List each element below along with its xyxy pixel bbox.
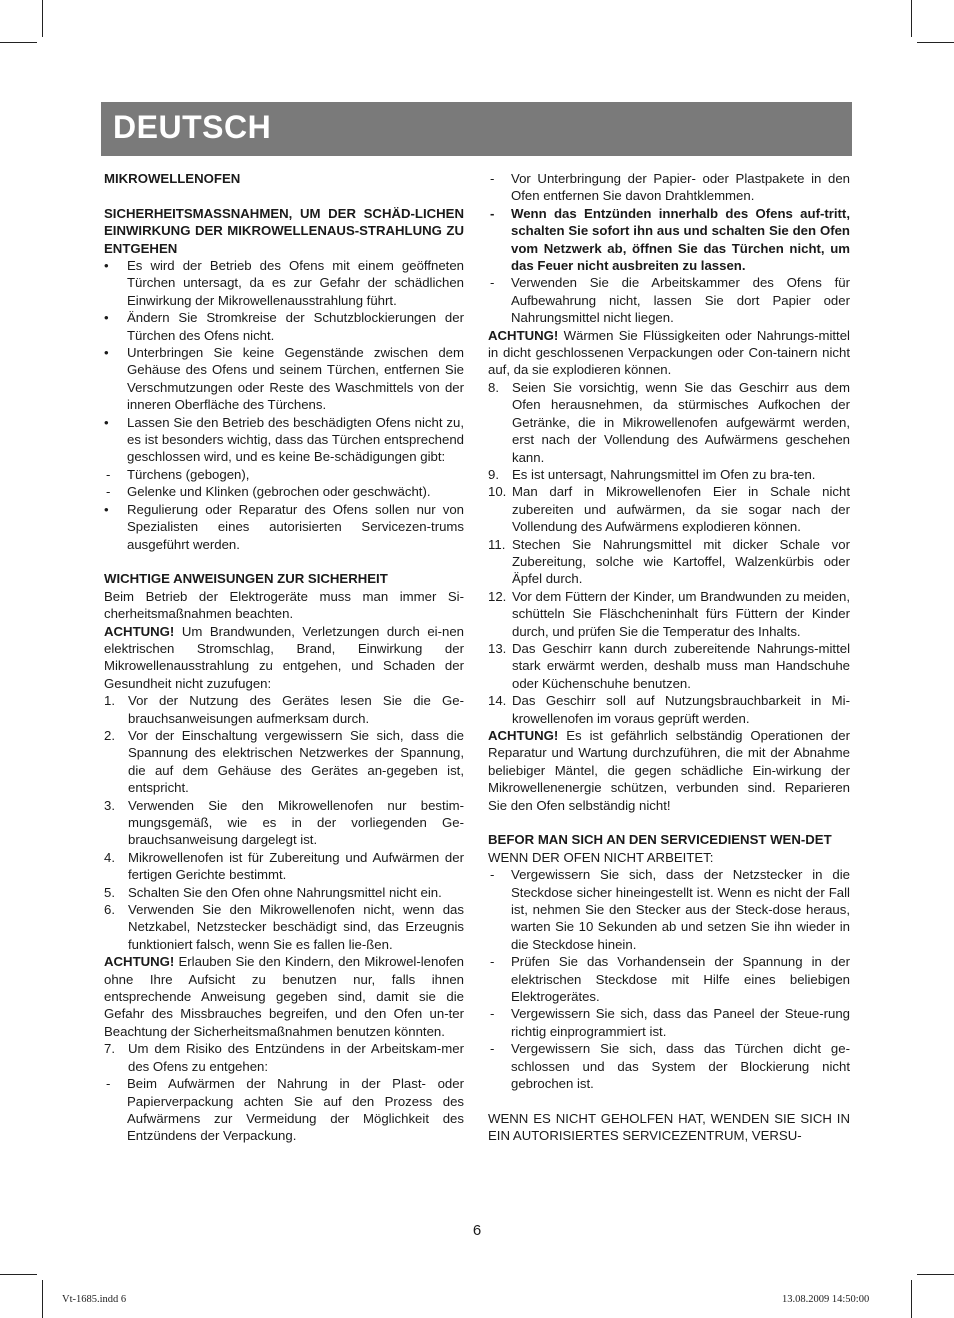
list-text: Gelenke und Klinken (gebrochen oder geschwächt).	[127, 484, 431, 500]
left-column	[104, 170, 464, 1145]
list-item: - Beim Aufwärmen der Nahrung in der Plast- oder Papierverpackung achten Sie auf den Prozess des Aufwärmens zur Vermeidung der Möglichkeit des Entzündens der Verpackung.	[106, 1076, 464, 1144]
list-text: Stechen Sie Nahrungsmittel mit dicker Schale vor Zubereitung, solche wie Kartoffel, Walzenkürbis oder Äpfel durch.	[512, 536, 850, 587]
safety-heading: SICHERHEITSMASSNAHMEN, UM DER SCHÄD-LICHEN EINWIRKUNG DER MIKROWELLENAUS-STRAHLUNG ZU ENTGEHEN	[104, 205, 464, 256]
list-text: Ändern Sie Stromkreise der Schutzblockierungen der Türchen des Ofens nicht.	[127, 310, 464, 343]
list-marker: -	[490, 1041, 495, 1057]
list-marker: -	[490, 954, 495, 970]
right-column	[488, 170, 850, 1145]
list-marker: 12.	[488, 588, 507, 604]
slug-timestamp: 13.08.2009 14:50:00	[782, 1294, 870, 1305]
list-marker: 5.	[104, 884, 115, 900]
warning-paragraph: ACHTUNG! Es ist gefährlich selbständig Operationen der Reparatur und Wartung durchzuführen, die mit der Abnahme beliebiger Mäntel, die gegen schädliche Ein-wirkung der Mikrowellenenergie schützen, verbunden sind. Reparieren Sie den Ofen selbständig nicht!	[488, 728, 850, 813]
list-marker: •	[104, 345, 109, 361]
warning-label: ACHTUNG!	[104, 954, 175, 970]
slug-filename: Vt-1685.indd 6	[62, 1294, 127, 1305]
crop-mark	[917, 42, 954, 43]
list-marker: -	[490, 867, 495, 883]
list-item	[104, 797, 464, 849]
list-text: Schalten Sie den Ofen ohne Nahrungsmittel nicht ein.	[128, 884, 442, 900]
list-text: Verwenden Sie den Mikrowellenofen nur bestim-mungsgemäß, wie es in der vorliegenden Ge-brauchsanweisung dargelegt ist.	[128, 797, 464, 848]
list-text: Regulierung oder Reparatur des Ofens sollen nur von Spezialisten eines autorisierten Servicezen-trums ausgeführt werden.	[127, 501, 464, 552]
section-title: MIKROWELLENOFEN	[104, 171, 241, 186]
list-marker: -	[490, 1006, 495, 1022]
service-heading: BEFOR MAN SICH AN DEN SERVICEDIENST WEN-DET	[488, 832, 832, 848]
crop-mark	[42, 1280, 43, 1318]
list-item	[488, 1005, 850, 1040]
list-text: Vor der Einschaltung vergewissern Sie sich, dass die Spannung des elektrischen Netzwerkes der Spannung, die auf dem Gehäuse des Gerätes an-gegeben ist, entspricht.	[128, 727, 464, 796]
list-item	[104, 884, 464, 901]
warning-paragraph: ACHTUNG! Wärmen Sie Flüssigkeiten oder Nahrungs-mittel in dicht geschlossenen Verpackungen oder Con-tainern nicht auf, da sie explodieren können.	[488, 327, 850, 378]
list-item	[488, 483, 850, 535]
page-number: 6	[472, 1222, 482, 1239]
numbered-list	[104, 692, 464, 953]
list-marker: 4.	[104, 849, 115, 865]
warning-label: ACHTUNG!	[488, 728, 559, 743]
list-marker: •	[104, 310, 109, 326]
list-item: - Wenn das Entzünden innerhalb des Ofens auf-tritt, schalten Sie sofort ihn aus und schalten Sie den Ofen vom Netzwerk ab, öffnen Sie das Türchen nicht, um das Feuer nicht ausbreiten zu lassen.	[490, 205, 850, 274]
list-text: Vor dem Füttern der Kinder, um Brandwunden zu meiden, schütteln Sie Fläschcheninhalt fürs Füttern der Kinder durch, und prüfen Sie die Temperatur des Inhalts.	[512, 588, 850, 639]
list-marker: 3.	[104, 797, 115, 813]
important-heading: WICHTIGE ANWEISUNGEN ZUR SICHERHEIT	[104, 571, 388, 587]
list-item: - Vor Unterbringung der Papier- oder Plastpakete in den Ofen entfernen Sie davon Drahtklemmen.	[490, 171, 850, 204]
list-item	[488, 1040, 850, 1092]
warning-label: ACHTUNG!	[488, 327, 559, 343]
list-text: Unterbringen Sie keine Gegenstände zwischen dem Gehäuse des Ofens und seinem Türchen, entfernen Sie Verschmutzungen oder Reste des Waschmittels von der inneren Oberfläche des Türchens.	[127, 345, 464, 413]
list-marker: •	[104, 501, 109, 517]
language-header-bar	[101, 102, 852, 156]
list-marker: 1.	[104, 693, 115, 709]
list-text: Vor der Nutzung des Gerätes lesen Sie die Ge-brauchsanweisungen aufmerksam durch.	[128, 693, 464, 726]
warning-paragraph: ACHTUNG! Um Brandwunden, Verletzungen durch ei-nen elektrischen Stromschlag, Brand, Einwirkung der Mikrowellenausstrahlung zu entgehen, und Schaden der Gesundheit nicht zuzufugen:	[104, 623, 464, 691]
list-marker: 11.	[488, 536, 506, 552]
warning-label: ACHTUNG!	[104, 623, 175, 639]
numbered-list	[488, 379, 850, 727]
crop-mark	[0, 42, 37, 43]
list-text: Man darf in Mikrowellenofen Eier in Schale nicht zubereiten und aufwärmen, da sie sogar nach der Vollendung des Aufwärmens explodieren können.	[512, 484, 850, 535]
safety-list	[104, 257, 464, 553]
service-list	[488, 866, 850, 1092]
list-item: - Verwenden Sie die Arbeitskammer des Ofens für Aufbewahrung nicht, lassen Sie dort Papier oder Nahrungsmittel nicht liegen.	[490, 275, 850, 326]
list-text: Das Geschirr kann durch zubereitende Nahrungs-mittel stark erwärmt werden, deshalb muss man Handschuhe oder Küchenschuhe benutzen.	[512, 640, 850, 691]
crop-mark	[42, 0, 43, 37]
list-text: Lassen Sie den Betrieb des beschädigten Ofens nicht zu, es ist besonders wichtig, dass das Türchen entsprechend geschlossen wird, und es keine Be-schädigungen gibt:	[127, 414, 464, 465]
intro-text: Beim Betrieb der Elektrogeräte muss man immer Si-cherheitsmaßnahmen beachten.	[104, 588, 464, 622]
list-item	[104, 727, 464, 797]
list-marker: 14.	[488, 693, 507, 709]
list-text: Vergewissern Sie sich, dass das Türchen dicht ge-schlossen und das System der Blockierung nicht gebrochen ist.	[511, 1041, 850, 1092]
list-item	[488, 588, 850, 640]
list-text: Verwenden Sie den Mikrowellenofen nicht, wenn das Netzkabel, Netzstecker beschädigt sind, das Erzeugnis funktioniert falsch, wenn Sie es fallen lie-ßen.	[128, 902, 464, 952]
service-subheading: WENN DER OFEN NICHT ARBEITET:	[488, 849, 714, 865]
list-item	[104, 901, 464, 953]
list-marker: •	[104, 414, 109, 430]
list-text: Prüfen Sie das Vorhandensein der Spannung in der elektrischen Steckdose mit Hilfe eines beliebigen Elektrogerätes.	[511, 954, 850, 1005]
list-item	[488, 379, 850, 466]
crop-mark	[911, 0, 912, 37]
list-marker: -	[106, 466, 111, 482]
list-marker: 8.	[488, 379, 499, 395]
warning-paragraph: ACHTUNG! Erlauben Sie den Kindern, den Mikrowel-lenofen ohne Ihre Aufsicht zu benutzen nur, falls ihnen entsprechende Anweisung gegeben sind, damit sie die Gefahr des Missbrauches begreifen, und den Ofen un-ter Beachtung der Sicherheitsmaßnahmen benutzen könnten.	[104, 954, 464, 1039]
list-marker: 6.	[104, 902, 115, 918]
list-marker: 2.	[104, 727, 115, 743]
list-item	[488, 536, 850, 588]
list-marker: •	[104, 258, 109, 274]
list-item	[104, 257, 464, 309]
list-marker: 10.	[488, 484, 507, 500]
list-item	[488, 692, 850, 727]
list-item	[488, 640, 850, 692]
list-item: 7. Um dem Risiko des Entzündens in der Arbeitskam-mer des Ofens zu entgehen:	[104, 1041, 464, 1074]
list-item	[104, 692, 464, 727]
list-text: Türchens (gebogen),	[127, 466, 250, 482]
list-marker: 13.	[488, 640, 507, 656]
list-item	[104, 466, 464, 483]
list-text: Das Geschirr soll auf Nutzungsbrauchbarkeit in Mi-krowellenofen im voraus geprüft werden.	[512, 693, 850, 726]
list-item	[104, 414, 464, 466]
list-item	[488, 953, 850, 1005]
list-item	[104, 483, 464, 500]
list-item	[104, 309, 464, 344]
list-item	[104, 344, 464, 414]
list-item	[488, 866, 850, 953]
list-text: Vergewissern Sie sich, dass das Paneel der Steue-rung richtig einprogrammiert ist.	[511, 1006, 850, 1039]
list-text: Mikrowellenofen ist für Zubereitung und Aufwärmen der fertigen Gerichte bestimmt.	[128, 849, 464, 883]
closing-text: WENN ES NICHT GEHOLFEN HAT, WENDEN SIE SICH IN EIN AUTORISIERTES SERVICEZENTRUM, VERSU-	[488, 1110, 850, 1144]
list-text: Es wird der Betrieb des Ofens mit einem geöffneten Türchen untersagt, da es zur Gefahr der schädlichen Einwirkung der Mikrowellenausstrahlung führt.	[127, 258, 464, 308]
list-marker: -	[106, 484, 111, 500]
list-item	[488, 466, 850, 483]
list-text: Seien Sie vorsichtig, wenn Sie das Geschirr aus dem Ofen herausnehmen, da stürmisches Aufkochen der Getränke, die in Mikrowellenofen aufgewärmt werden, erst nach der Vollendung des Aufwärmens geschehen kann.	[512, 379, 850, 465]
list-marker: 9.	[488, 466, 499, 482]
crop-mark	[0, 1274, 37, 1275]
crop-mark	[911, 1280, 912, 1318]
list-item	[104, 849, 464, 884]
list-text: Es ist untersagt, Nahrungsmittel im Ofen zu bra-ten.	[512, 466, 816, 482]
crop-mark	[917, 1274, 954, 1275]
list-text: Vergewissern Sie sich, dass der Netzstecker in die Steckdose sicher hineingestellt ist. Wenn es nicht der Fall ist, nehmen Sie den Stecker aus der Steck-dose heraus, warten Sie 10 Sekunden ab und setzen Sie ihn wieder in die Steckdose hinein.	[511, 867, 850, 952]
list-item	[104, 501, 464, 553]
language-title: DEUTSCH	[113, 109, 272, 145]
